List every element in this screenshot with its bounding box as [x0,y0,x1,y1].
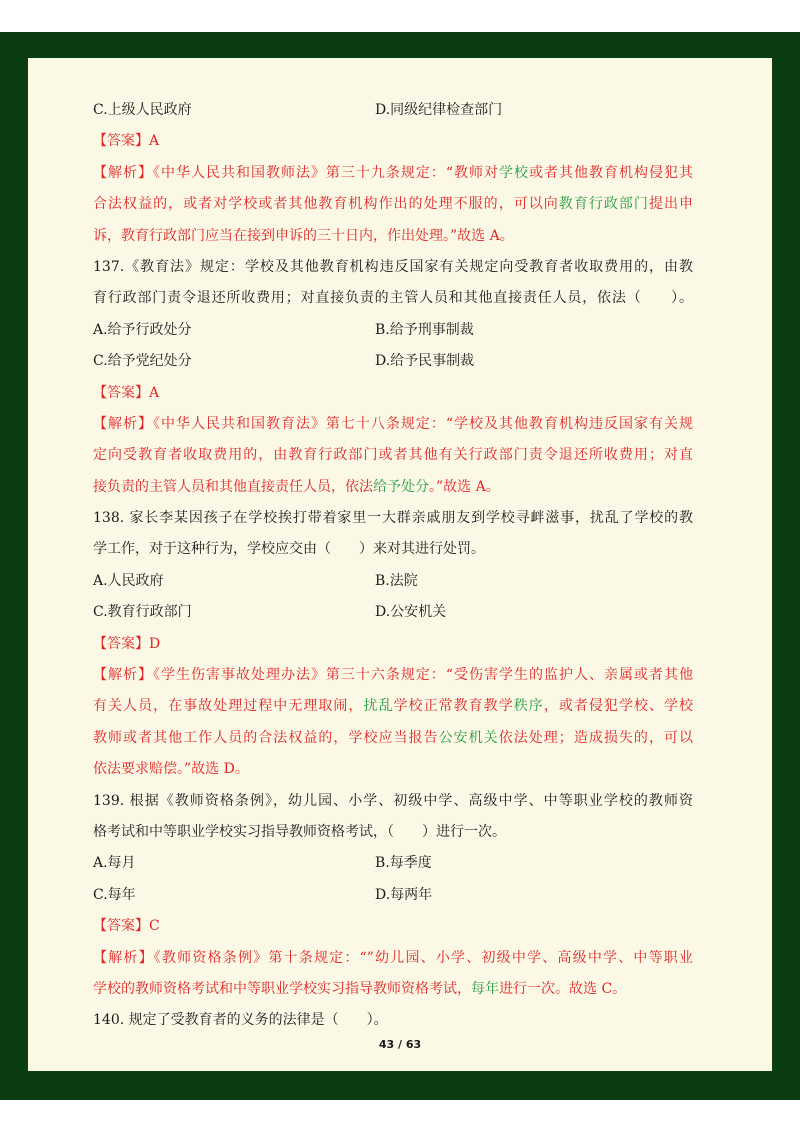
q139-stem-line-1: 139. 根据《教师资格条例》，幼儿园、小学、初级中学、高级中学、中等职业学校的教师资 [93,792,693,809]
q137-answer: 【答案】A [93,384,160,401]
text-run: 有关人员，在事故处理过程中无理取闹， [93,698,364,715]
q138-analysis-line-3 [93,723,693,754]
q137-stem-line-2: 育行政部门责令退还所收费用；对直接负责的主管人员和其他直接责任人员，依法（ ）。 [93,290,693,307]
highlight-text: 教育行政部门 [558,196,649,213]
q138-option-b: B.法院 [375,572,418,589]
q137-analysis-line-1: 【解析】《中华人民共和国教育法》第七十八条规定：“学校及其他教育机构违反国家有关规 [93,415,693,432]
q139-option-d: D.每两年 [375,886,433,903]
text-run: 学校正常教育教学 [393,698,514,715]
q139-option-a: A.每月 [93,855,136,872]
q136-answer: 【答案】A [93,133,160,150]
q136-analysis-line-1 [93,158,693,189]
q137-option-b: B.给予刑事制裁 [375,321,474,338]
q138-analysis-line-4: 依法要求赔偿。”故选 D。 [93,761,249,778]
q137-analysis-line-2: 定向受教育者收取费用的，由教育行政部门或者其他有关行政部门责令退还所收费用；对直 [93,447,693,464]
q137-analysis-line-3 [93,472,693,503]
highlight-text: 秩序 [513,698,544,715]
q138-option-c: C.教育行政部门 [93,604,192,621]
q136-option-c: C.上级人民政府 [93,102,192,118]
text-run: 。”故选 A。 [429,478,500,495]
q138-stem-line-1: 138. 家长李某因孩子在学校挨打带着家里一大群亲戚朋友到学校寻衅滋事，扰乱了学校的教 [93,510,693,527]
q138-options-cd [93,597,693,628]
q138-analysis-line-1: 【解析】《学生伤害事故处理办法》第三十六条规定：“受伤害学生的监护人、亲属或者其他 [93,667,693,684]
q137-stem-line-1: 137.《教育法》规定：学校及其他教育机构违反国家有关规定向受教育者收取费用的，由教 [93,258,693,275]
q138-stem-line-2: 学工作，对于这种行为，学校应交由（ ）来对其进行处罚。 [93,541,485,558]
page-number: 43 / 63 [378,1038,422,1051]
text-run: 或者其他教育机构侵犯其 [529,164,694,181]
q138-option-d: D.公安机关 [375,604,447,621]
q137-option-d: D.给予民事制裁 [375,353,475,370]
highlight-text: 每年 [471,980,499,997]
q136-analysis-line-2 [93,189,693,220]
q140-stem-line-1: 140. 规定了受教育者的义务的法律是（ ）。 [93,1012,388,1029]
text-run: 依法处理；造成损失的，可以 [498,729,694,746]
q136-options-cd [93,95,693,126]
q138-analysis-line-2 [93,691,693,722]
q139-stem-line-2: 格考试和中等职业学校实习指导教师资格考试，（ ）进行一次。 [93,823,506,840]
text-run: ，或者侵犯学校、学校 [543,698,694,715]
highlight-text: 学校 [499,164,530,181]
q137-option-a: A.给予行政处分 [93,321,192,338]
document-body [93,95,693,1037]
q139-options-ab [93,848,693,879]
text-run: 教师或者其他工作人员的合法权益的，学校应当报告 [93,729,439,746]
highlight-text: 公安机关 [438,729,499,746]
q139-option-b: B.每季度 [375,855,432,872]
text-run: 提出申 [648,196,694,213]
q139-analysis-line-1: 【解析】《教师资格条例》第十条规定：“”幼儿园、小学、初级中学、高级中学、中等职业 [93,949,693,966]
highlight-text: 扰乱 [363,698,394,715]
highlight-text: 给予处分 [373,478,429,495]
q139-analysis-line-2 [93,974,693,1005]
text-run: 【解析】《中华人民共和国教师法》第三十九条规定：“教师对 [93,164,500,181]
text-run: 学校的教师资格考试和中等职业学校实习指导教师资格考试， [93,980,471,997]
q137-options-ab [93,315,693,346]
q137-options-cd [93,346,693,377]
q136-option-d: D.同级纪律检查部门 [375,102,503,118]
q138-options-ab [93,566,693,597]
q139-option-c: C.每年 [93,886,136,903]
q136-analysis-line-3: 诉，教育行政部门应当在接到申诉的三十日内，作出处理。”故选 A。 [93,227,514,244]
q138-answer: 【答案】D [93,635,161,652]
text-run: 进行一次。故选 C。 [499,980,627,997]
text-run: 接负责的主管人员和其他直接责任人员，依法 [93,478,373,495]
q139-answer: 【答案】C [93,918,160,935]
q139-options-cd [93,880,693,911]
q138-option-a: A.人民政府 [93,572,164,589]
text-run: 合法权益的，或者对学校或者其他教育机构作出的处理不服的，可以向 [93,196,559,213]
q137-option-c: C.给予党纪处分 [93,353,192,370]
